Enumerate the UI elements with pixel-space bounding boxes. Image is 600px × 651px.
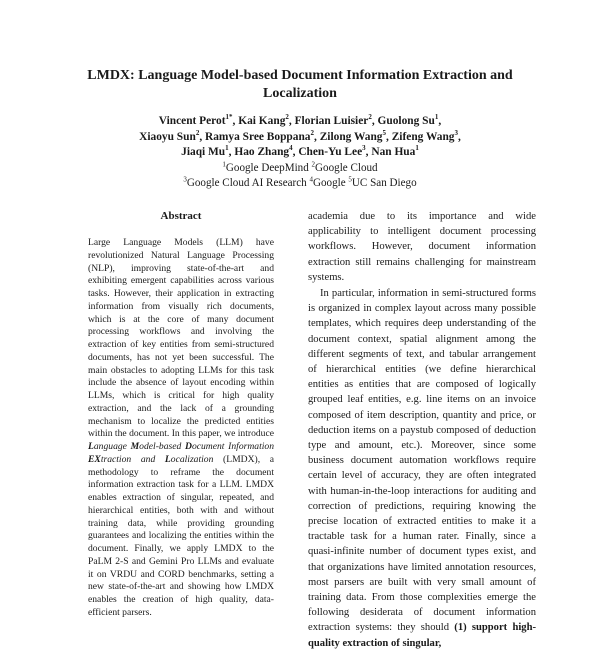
author-affiliation-mark: 2 [285,113,289,122]
author-affiliation-mark: 2 [368,113,372,122]
author-name: Chen-Yu Lee [298,146,363,158]
author-affiliation-mark: 1* [225,113,233,122]
intro-continuation [308,209,536,651]
abstract-text [88,237,274,620]
author-affiliation-mark: 5 [382,128,386,137]
author-name: Kai Kang [238,115,286,127]
author-block [60,114,540,192]
affiliation-name: Google DeepMind [225,161,312,174]
intro-text: In particular, information in semi-structured forms is organized in complex layout across many possible templates, which requires deep understanding of the document context, spatial alignment among the different segments of text, and tabular arrangement of hierarchical entities (we define hierarchical entities as entities that are composed of logically grouped leaf entities, e.g. line items on an invoice composed of item description, quantity and price, or deduction items on a paystub composed of deduction type and amount, etc.). Moreover, since some business document automation workflows require certain level of accuracy, they are often integrated with human-in-the-loop interactions for auditing and correction of predictions, requiring knowing the precise location of extracted entities to make it a tractable task for a human rater. Finally, since a quasi-infinite number of document types exist, and that organizations have limited annotation resources, most parsers are built with very small amount of training data. From those complexities emerge the following desiderata of document information extraction systems: they should [308,288,536,634]
author-affiliation-mark: 1 [434,113,439,122]
author-name: Zilong Wang [319,130,383,143]
acronym-letter: L [88,441,94,452]
affiliation-line [60,176,540,192]
author-affiliation-mark: 2 [195,128,200,137]
acronym-letter: EX [88,453,101,465]
author-name: Hao Zhang [234,146,290,158]
author-name: Florian Luisier [294,115,369,127]
author-name: Vincent Perot [158,115,226,127]
affiliation-name: Google [312,177,349,189]
author-name: Nan Hua [371,146,416,158]
affiliation-name: UC San Diego [351,177,417,189]
acronym-letter: M [130,441,140,452]
author-name: Guolong Su [377,115,435,127]
abstract-method-name: Language Model-based Document Information EXtraction and Localization [88,441,274,465]
abstract-part: (LMDX), a methodology to reframe the document information extraction task for a LLM. LMDX enables extraction of singular, repeated, and hierarchical entities, both with and without training data, while providing grounding guarantees and localizing the entities within the document. Finally, we apply LMDX to the PaLM 2-S and Gemini Pro LLMs and evaluate it on VRDU and CORD benchmarks, setting a new state-of-the-art and showing how LMDX enables the creation of high quality, data-efficient parsers. [88,453,274,618]
abstract-part: Large Language Models (LLM) have revolutionized Natural Language Processing (NLP), improving state-of-the-art and exhibiting emergent capabilities across various tasks. However, their application in extracting information from visually rich documents, which is at the core of many document processing workflows and involving the extraction of key entities from semi-structured documents, has not yet been successful. The main obstacles to adopting LLMs for this task include the absence of layout encoding within LLMs, which is critical for high quality extraction, and the lack of a grounding mechanism to localize the predicted entities within the document. In this paper, we introduce [88,237,274,440]
author-affiliation-mark: 3 [454,128,458,137]
author-affiliation-mark: 2 [310,128,314,137]
paper-title: LMDX: Language Model-based Document Information Extraction and Localization [87,68,513,101]
author-name: Jiaqi Mu [181,146,226,158]
affiliation-mark: 2 [311,159,316,168]
intro-paragraph [308,286,536,651]
intro-bold-text: (1) support high-quality extraction of singular, [308,622,536,649]
acronym-letter: D [185,441,192,452]
affiliation-mark: 3 [183,175,187,184]
abstract-heading: Abstract [160,210,202,222]
author-affiliation-mark: 4 [289,144,293,153]
acronym-letter: L [164,453,171,465]
author-name: Ramya Sree Boppana [205,130,311,143]
author-affiliation-mark: 3 [362,144,366,153]
affiliation-mark: 4 [309,175,313,184]
author-affiliation-mark: 1 [225,144,229,153]
affiliation-line [60,161,540,177]
affiliation-name: Google Cloud AI Research [186,177,310,189]
intro-paragraph: academia due to its importance and wide applicability to intelligent document processing workflows. However, document information extraction still remains challenging for mainstream systems. [308,211,536,283]
author-line: Xiaoyu Sun$^2$, Ramya Sree Boppana$^2$, Zilong Wang$^5$, Zifeng Wang$^3$, [139,128,461,143]
author-line: Jiaqi Mu$^1$, Hao Zhang$^4$, Chen-Yu Lee$^3$, Nan Hua$^1$ [181,144,419,158]
affiliation-mark: 1 [222,159,226,168]
author-line: Vincent Perot$^{1*}$, Kai Kang$^2$, Florian Luisier$^2$, Guolong Su$^1$, [158,113,442,127]
author-name: Xiaoyu Sun [139,130,196,143]
author-affiliation-mark: 1 [415,144,419,153]
affiliation-mark: 5 [348,175,352,184]
affiliation-name: Google Cloud [315,161,378,174]
author-name: Zifeng Wang [391,130,455,143]
